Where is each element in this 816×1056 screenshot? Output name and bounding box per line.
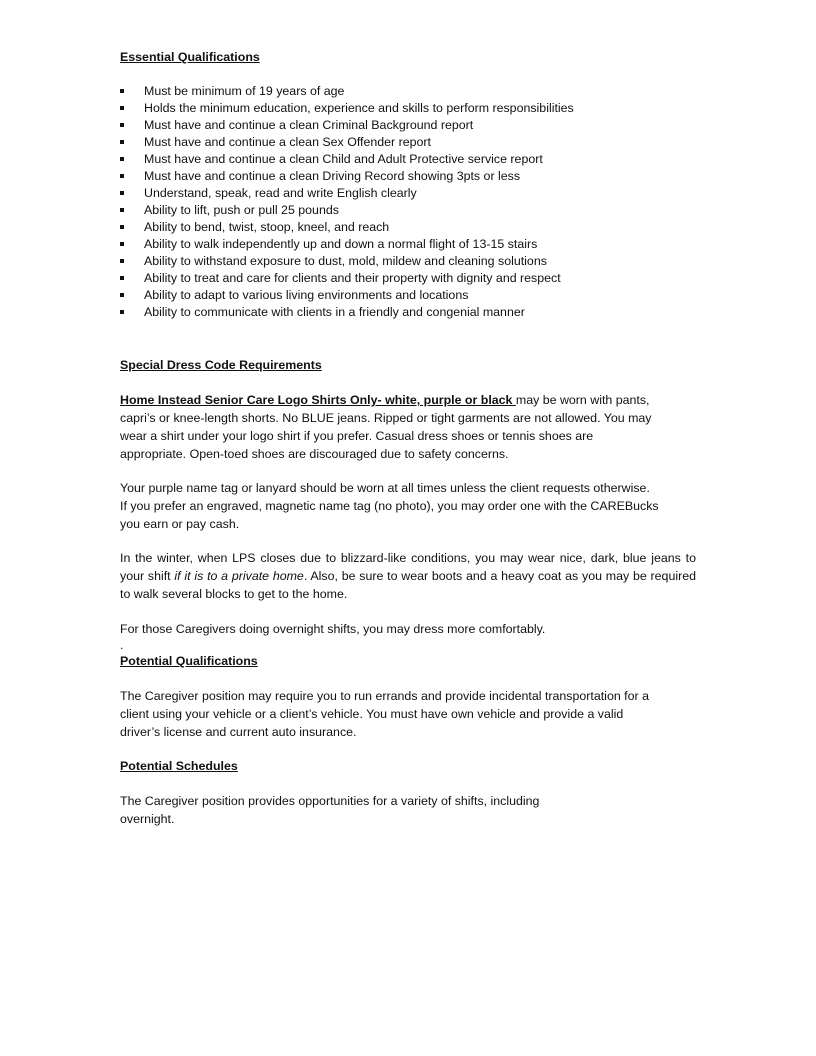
list-item: Must have and continue a clean Criminal Background report xyxy=(120,117,696,134)
square-bullet-icon xyxy=(120,242,124,246)
square-bullet-icon xyxy=(120,106,124,110)
square-bullet-icon xyxy=(120,89,124,93)
list-item: Must have and continue a clean Driving Record showing 3pts or less xyxy=(120,168,696,185)
essential-qualifications-list xyxy=(120,83,696,321)
stray-period: . xyxy=(120,638,124,652)
square-bullet-icon xyxy=(120,174,124,178)
dress-code-heading: Special Dress Code Requirements xyxy=(120,358,322,372)
list-item: Ability to lift, push or pull 25 pounds xyxy=(120,202,696,219)
square-bullet-icon xyxy=(120,225,124,229)
list-item: Ability to withstand exposure to dust, mold, mildew and cleaning solutions xyxy=(120,253,696,270)
square-bullet-icon xyxy=(120,259,124,263)
square-bullet-icon xyxy=(120,293,124,297)
square-bullet-icon xyxy=(120,276,124,280)
square-bullet-icon xyxy=(120,208,124,212)
dress-code-paragraph-3: In the winter, when LPS closes due to blizzard-like conditions, you may wear nice, dark, blue jeans to your shift if it is to a private home. Also, be sure to wear boots and a heavy coat as you may be required to walk several blocks to get to the home. xyxy=(120,551,696,601)
list-item: Must be minimum of 19 years of age xyxy=(120,83,696,100)
private-home-emphasis: if it is to a private home xyxy=(174,569,304,583)
essential-qualifications-heading: Essential Qualifications xyxy=(120,50,260,64)
document-body xyxy=(120,48,696,828)
list-item: Holds the minimum education, experience and skills to perform responsibilities xyxy=(120,100,696,117)
square-bullet-icon xyxy=(120,191,124,195)
list-item: Ability to adapt to various living environments and locations xyxy=(120,287,696,304)
potential-schedules-heading: Potential Schedules xyxy=(120,759,238,773)
list-item: Ability to walk independently up and down a normal flight of 13-15 stairs xyxy=(120,236,696,253)
list-item: Ability to communicate with clients in a friendly and congenial manner xyxy=(120,304,696,321)
logo-shirts-emphasis: Home Instead Senior Care Logo Shirts Only- white, purple or black xyxy=(120,393,516,407)
potential-qualifications-heading: Potential Qualifications xyxy=(120,654,258,668)
list-item: Must have and continue a clean Child and Adult Protective service report xyxy=(120,151,696,168)
list-item: Understand, speak, read and write English clearly xyxy=(120,185,696,202)
list-item: Must have and continue a clean Sex Offender report xyxy=(120,134,696,151)
square-bullet-icon xyxy=(120,123,124,127)
potential-schedules-paragraph: The Caregiver position provides opportunities for a variety of shifts, including overnight. xyxy=(120,794,540,826)
list-item: Ability to bend, twist, stoop, kneel, and reach xyxy=(120,219,696,236)
square-bullet-icon xyxy=(120,310,124,314)
square-bullet-icon xyxy=(120,157,124,161)
dress-code-paragraph-1: Home Instead Senior Care Logo Shirts Only- white, purple or black may be worn with pants, capri’s or knee-length shorts. No BLUE jeans. Ripped or tight garments are not allowed. You may wear a shirt under your logo shirt if you prefer. Casual dress shoes or tennis shoes are appropriate. Open-toed shoes are discouraged due to safety concerns. xyxy=(120,393,652,461)
square-bullet-icon xyxy=(120,140,124,144)
dress-code-paragraph-2: Your purple name tag or lanyard should be worn at all times unless the client requests otherwise. If you prefer an engraved, magnetic name tag (no photo), you may order one with the CAREBucks you earn or pay cash. xyxy=(120,481,659,531)
potential-qualifications-paragraph: The Caregiver position may require you to run errands and provide incidental transportation for a client using your vehicle or a client’s vehicle. You must have own vehicle and provide a valid driver’s license and current auto insurance. xyxy=(120,689,649,739)
list-item: Ability to treat and care for clients and their property with dignity and respect xyxy=(120,270,696,287)
dress-code-paragraph-4: For those Caregivers doing overnight shifts, you may dress more comfortably. xyxy=(120,622,546,636)
